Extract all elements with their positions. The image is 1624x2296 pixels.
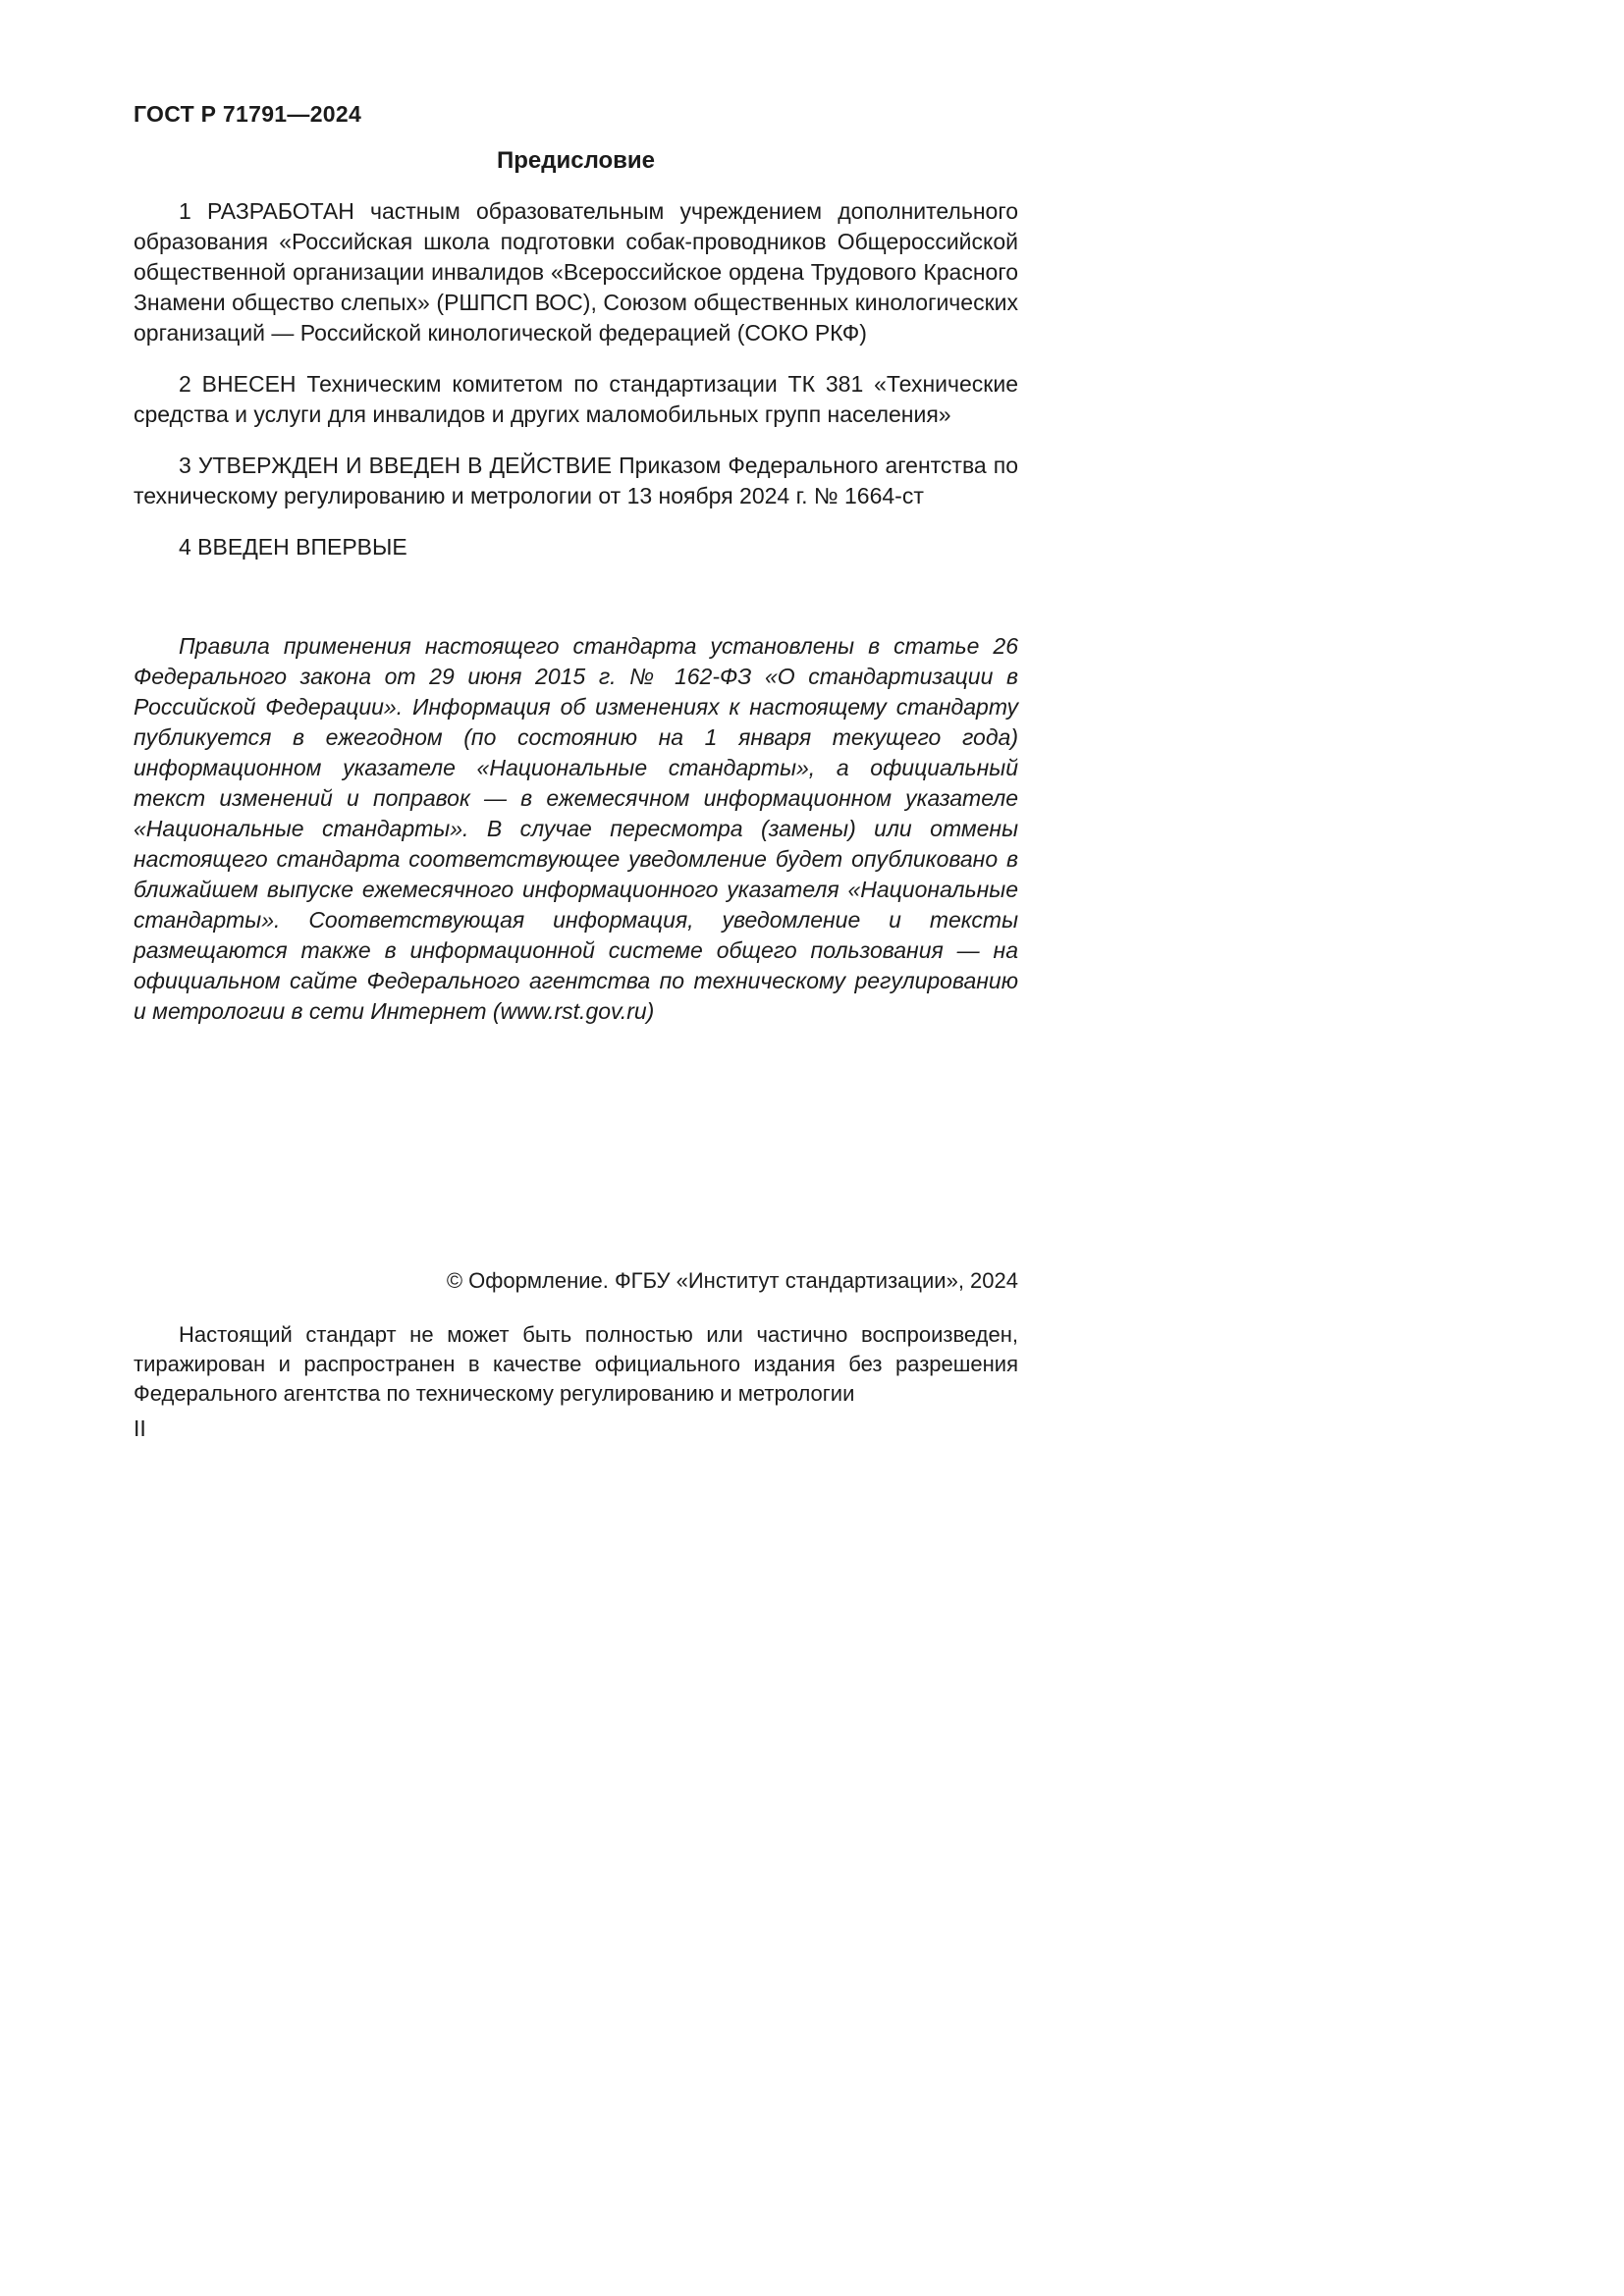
foreword-item-submitted: 2 ВНЕСЕН Техническим комитетом по стандартизации ТК 381 «Технические средства и услуги для инвалидов и других маломобильных групп населения» xyxy=(134,371,1018,427)
page-footer xyxy=(134,1268,1018,1442)
document-body xyxy=(134,147,1018,1027)
legal-notice: Правила применения настоящего стандарта установлены в статье 26 Федерального закона от 29 июня 2015 г. № 162-ФЗ «О стандартизации в Российской Федерации». Информация об изменениях к настоящему стандарту публикуется в ежегодном (по состоянию на 1 января текущего года) информационном указателе «Национальные стандарты», а официальный текст изменений и поправок — в ежемесячном информационном указателе «Национальные стандарты». В случае пересмотра (замены) или отмены настоящего стандарта соответствующее уведомление будет опубликовано в ближайшем выпуске ежемесячного информационного указателя «Национальные стандарты». Соответствующая информация, уведомление и тексты размещаются также в информационной системе общего пользования — на официальном сайте Федерального агентства по техническому регулированию и метрологии в сети Интернет (www.rst.gov.ru) xyxy=(134,633,1018,1024)
document-code: ГОСТ Р 71791—2024 xyxy=(134,101,362,127)
reproduction-disclaimer: Настоящий стандарт не может быть полностью или частично воспроизведен, тиражирован и распространен в качестве официального издания без разрешения Федерального агентства по техническому регулированию и метрологии xyxy=(134,1322,1018,1406)
page-number: II xyxy=(134,1415,146,1441)
section-title: Предисловие xyxy=(496,147,656,174)
foreword-item-approved: 3 УТВЕРЖДЕН И ВВЕДЕН В ДЕЙСТВИЕ Приказом Федерального агентства по техническому регулированию и метрологии от 13 ноября 2024 г. № 1664-ст xyxy=(134,453,1018,508)
foreword-item-developed: 1 РАЗРАБОТАН частным образовательным учреждением дополнительного образования «Российская школа подготовки собак-проводников Общероссийской общественной организации инвалидов «Всероссийское ордена Трудового Красного Знамени общество слепых» (РШПСП ВОС), Союзом общественных кинологических организаций — Российской кинологической федерацией (СОКО РКФ) xyxy=(134,198,1018,346)
foreword-item-first-edition: 4 ВВЕДЕН ВПЕРВЫЕ xyxy=(179,534,407,560)
copyright-line: © Оформление. ФГБУ «Институт стандартизации», 2024 xyxy=(446,1268,1018,1293)
